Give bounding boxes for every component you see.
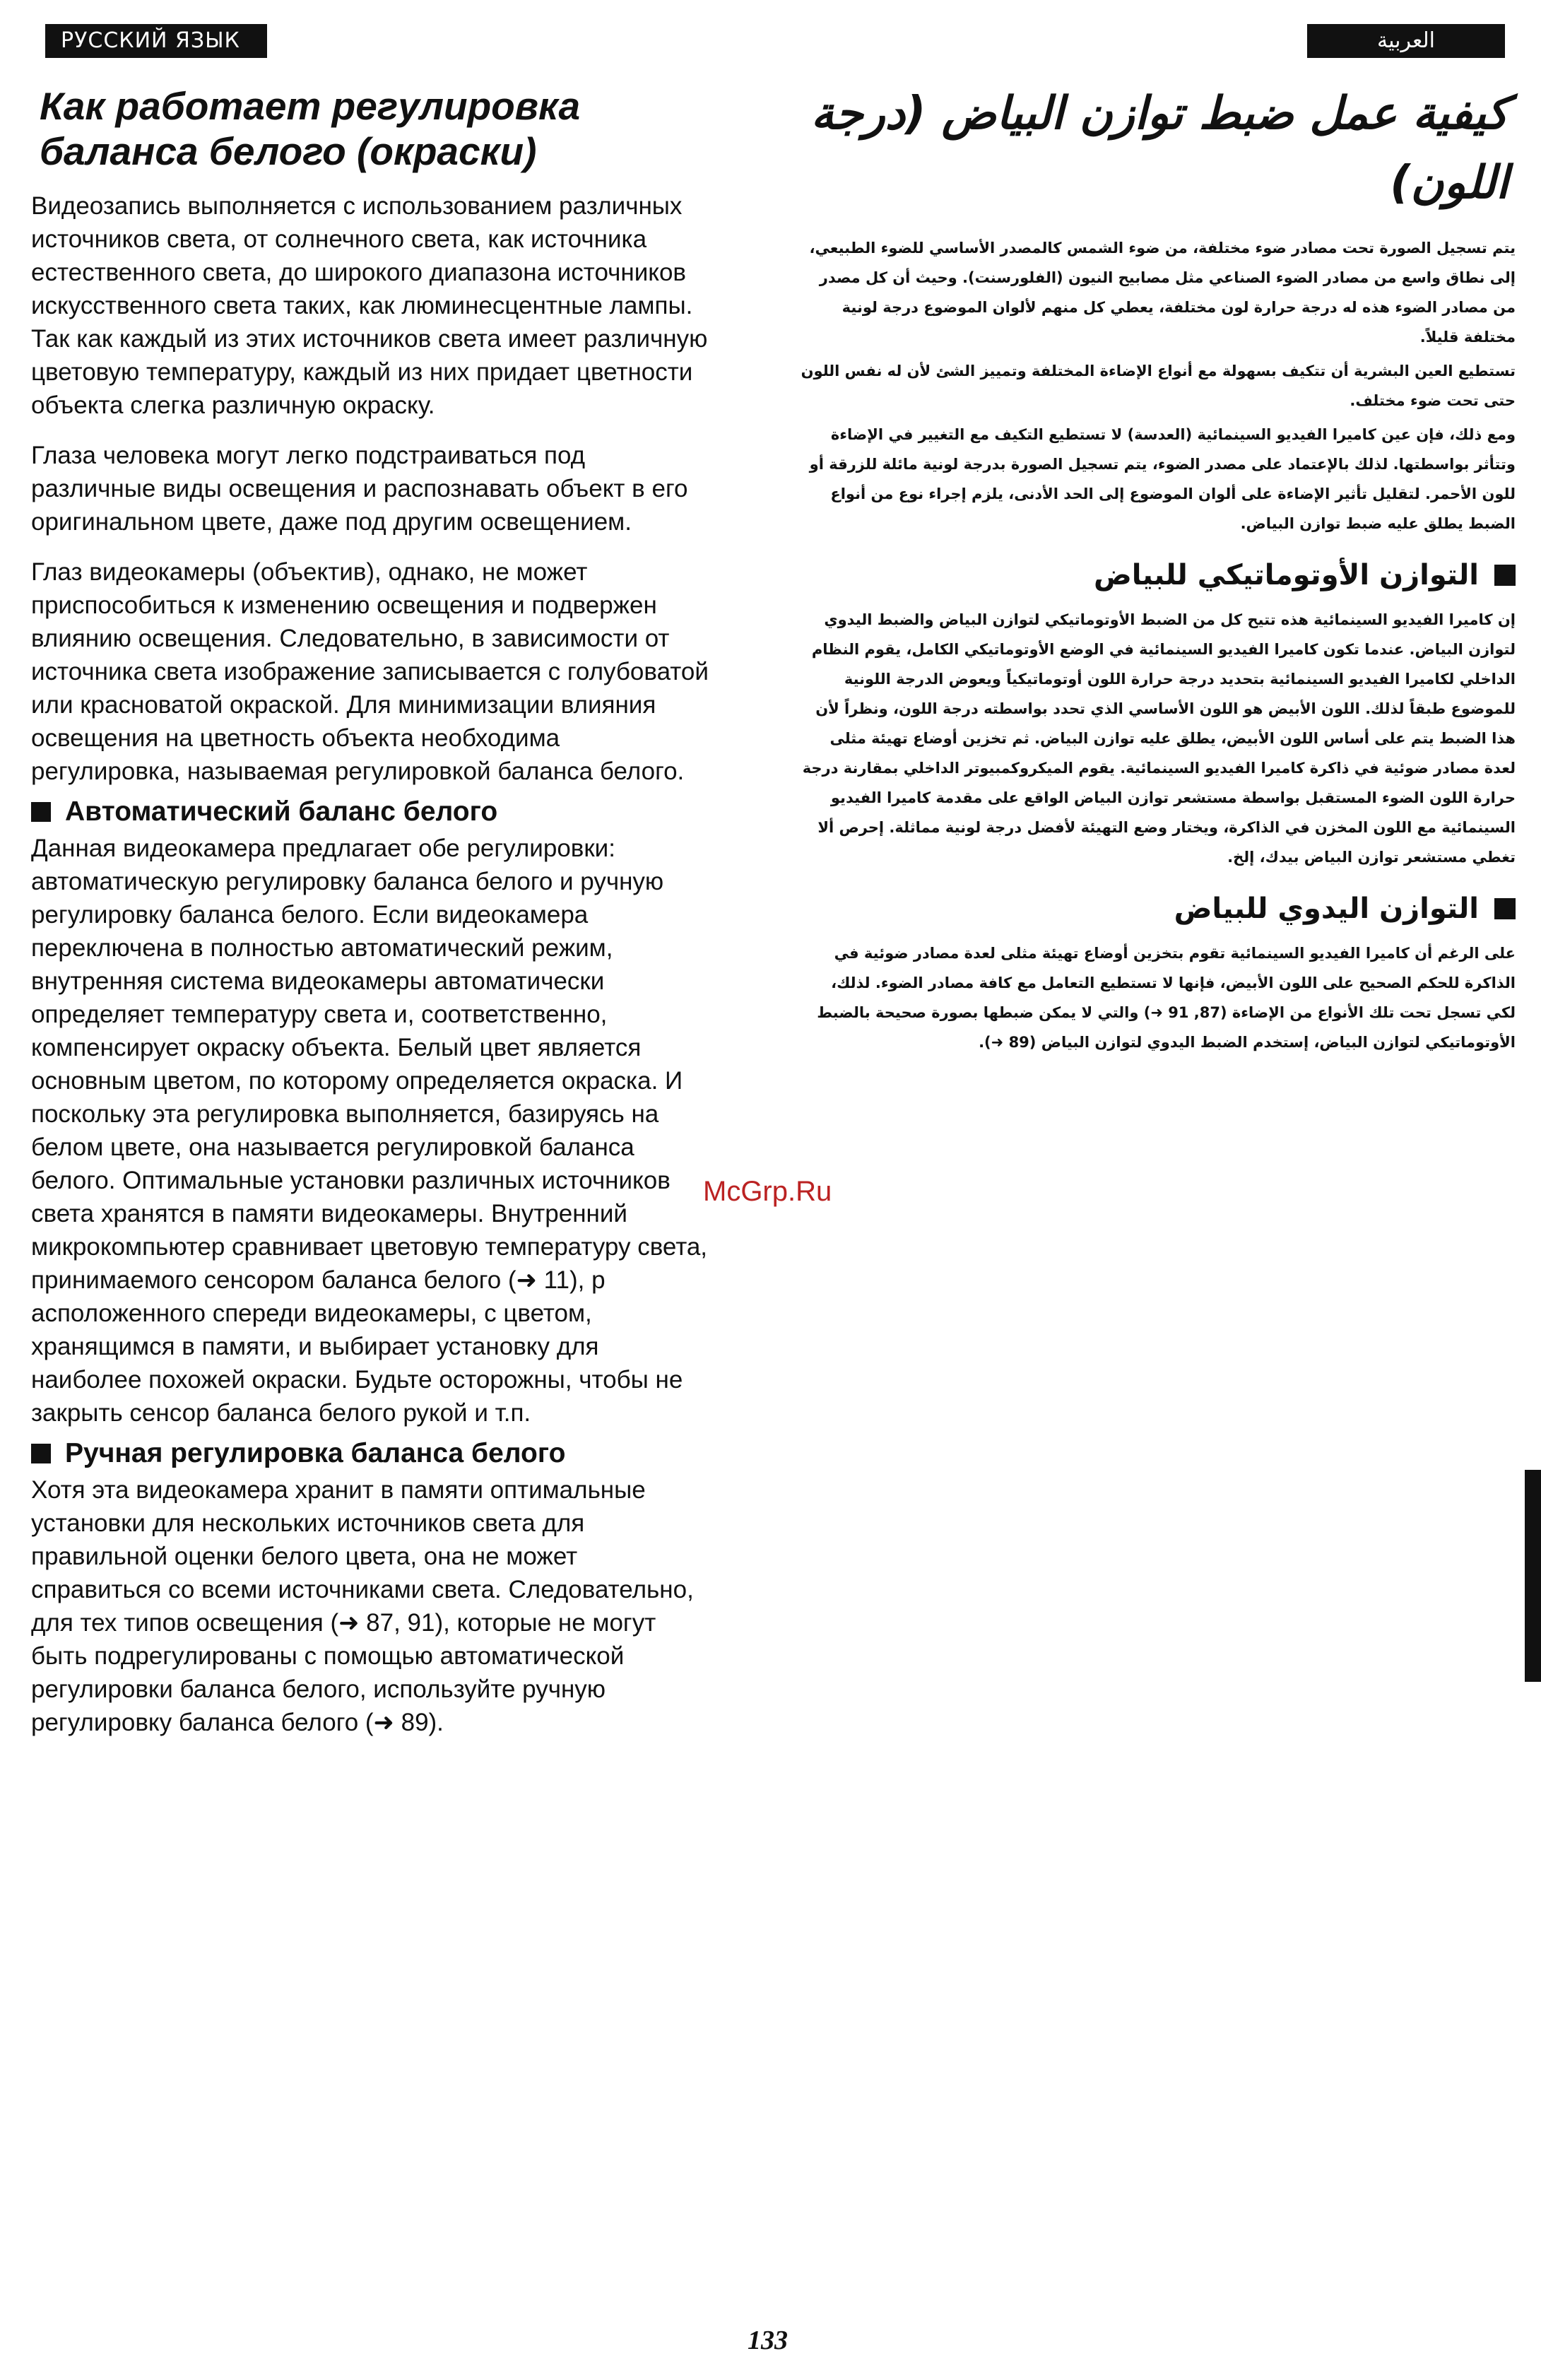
language-tab-russian: РУССКИЙ ЯЗЫК (45, 24, 267, 58)
arabic-paragraph-eyes: تستطيع العين البشرية أن تتكيف بسهولة مع أنواع الإضاءة المختلفة وتمييز الشئ لأن له نفس اللون حتى تحت ضوء مختلف. (801, 363, 1516, 409)
arabic-column (798, 79, 1516, 1061)
russian-heading-manual-text: Ручная регулировка баланса белого (65, 1438, 566, 1468)
russian-heading-auto (31, 795, 709, 829)
arabic-heading-manual-text: التوازن اليدوي للبياض (1174, 892, 1479, 925)
arabic-heading-auto (798, 554, 1516, 596)
russian-heading-manual (31, 1437, 709, 1471)
arabic-paragraph-auto: إن كاميرا الفيديو السينمائية هذه تتيح كل من الضبط الأوتوماتيكي لتوازن البياض والضبط اليدوي لتوازن البياض. عندما تكون كاميرا الفيديو السينمائية في الوضع الأوتوماتيكي الكامل، يقوم النظام الداخلي لكاميرا الفيديو السينمائية بتحديد درجة حرارة اللون أوتوماتيكياً ويعوض الدرجة اللونية للموضوع طبقاً لذلك. اللون الأبيض هو اللون الأساسي الذي تحدد بواسطته درجة اللون، ونظراً لأن هذا الضبط يتم على أساس اللون الأبيض، يطلق عليه توازن البياض. ثم تخزين أوضاع تهيئة مثلى لعدة مصادر ضوئية في ذاكرة كاميرا الفيديو السينمائية. يقوم الميكروكمبيوتر الداخلي بمقارنة درجة حرارة اللون الضوء المستقبل بواسطة مستشعر توازن البياض الواقع على مقدمة كاميرا الفيديو السينمائية مع اللون المخزن في الذاكرة، ويختار وضع التهيئة لأفضل درجة لونية مماثلة. إحرص ألا تغطي مستشعر توازن البياض بيدك، إلخ. (802, 611, 1516, 866)
russian-heading-auto-text: Автоматический баланс белого (65, 796, 498, 827)
page-number: 133 (748, 2326, 788, 2355)
arabic-paragraph-lens: ومع ذلك، فإن عين كاميرا الفيديو السينمائية (العدسة) لا تستطيع التكيف مع التغيير في الإضاءة وتتأثر بواسطتها. لذلك بالإعتماد على مصدر الضوء، يتم تسجيل الصورة بدرجة لونية مائلة للزرقة أو للون الأحمر. لتقليل تأثير الإضاءة على ألوان الموضوع إلى الحد الأدنى، يلزم إجراء نوع من أنواع الضبط يطلق عليه ضبط توازن البياض. (809, 426, 1516, 532)
watermark-text: McGrp.Ru (703, 1176, 832, 1207)
arabic-heading-manual (798, 888, 1516, 930)
arabic-paragraph-manual: على الرغم أن كاميرا الفيديو السينمائية تقوم بتخزين أوضاع تهيئة مثلى لعدة مصادر ضوئية في الذاكرة للحكم الصحيح على اللون الأبيض، فإنها لا تستطيع التعامل مع كافة مصادر الضوء. لذلك، لكي تسجل تحت تلك الأنواع من الإضاءة (87, 91 ➜) والتي لا يمكن ضبطها بصورة صحيحة بالضبط الأوتوماتيكي لتوازن البياض، إستخدم الضبط اليدوي لتوازن البياض (89 ➜). (817, 945, 1516, 1051)
arabic-title: كيفية عمل ضبط توازن البياض (درجة اللون) (810, 88, 1508, 209)
russian-title: Как работает регулировка баланса белого (окраски) (40, 84, 581, 173)
russian-paragraph-manual: Хотя эта видеокамера хранит в памяти оптимальные установки для нескольких источников света для правильной оценки белого цвета, она не может справиться со всеми источниками света. Следовательно, для тех типов освещения (➜ 87, 91), которые не могут быть подрегулированы с помощью автоматической регулировки баланса белого, используйте ручную регулировку баланса белого (➜ 89). (31, 1476, 694, 1736)
russian-column (31, 83, 709, 1756)
language-tab-arabic: العربية (1307, 24, 1505, 58)
square-bullet-icon (1494, 565, 1516, 586)
square-bullet-icon (31, 1444, 51, 1463)
arabic-heading-auto-text: التوازن الأوتوماتيكي للبياض (1093, 559, 1479, 591)
russian-paragraph-eyes: Глаза человека могут легко подстраиваться под различные виды освещения и распознавать объект в его оригинальном цвете, даже под другим освещением. (31, 442, 688, 536)
arabic-paragraph-intro: يتم تسجيل الصورة تحت مصادر ضوء مختلفة، من ضوء الشمس كالمصدر الأساسي للضوء الطبيعي، إلى نطاق واسع من مصادر الضوء الصناعي مثل مصابيح النيون (الفلورسنت). وحيث أن كل مصدر من مصادر الضوء هذه له درجة حرارة لون مختلفة، يعطي كل منهم لألوان الموضوع درجة لونية مختلفة قليلاً. (809, 240, 1516, 346)
russian-paragraph-intro: Видеозапись выполняется с использованием различных источников света, от солнечного света, как источника естественного света, до широкого диапазона источников искусственного света таких, как люминесцентные лампы. Так как каждый из этих источников света имеет различную цветовую температуру, каждый из них придает цветности объекта слегка различную окраску. (31, 192, 708, 419)
russian-paragraph-auto: Данная видеокамера предлагает обе регулировки: автоматическую регулировку баланса белого и ручную регулировку баланса белого. Если видеокамера переключена в полностью автоматический режим, внутренняя система видеокамеры автоматически определяет температуру света и, соответственно, компенсирует окраску объекта. Белый цвет является основным цветом, по которому определяется окраска. И поскольку эта регулировка выполняется, базируясь на белом цвете, она называется регулировкой баланса белого. Оптимальные установки различных источников света хранятся в памяти видеокамеры. Внутренний микрокомпьютер сравнивает цветовую температуру света, принимаемого сенсором баланса белого (➜ 11), р асположенного спереди видеокамеры, с цветом, хранящимся в памяти, и выбирает установку для наиболее похожей окраски. Будьте осторожны, чтобы не закрыть сенсор баланса белого рукой и т.п. (31, 835, 708, 1427)
russian-paragraph-lens: Глаз видеокамеры (объектив), однако, не может приспособиться к изменению освещения и подвержен влиянию освещения. Следовательно, в зависимости от источника света изображение записывается с голубоватой или красноватой окраской. Для минимизации влияния освещения на цветность объекта необходима регулировка, называемая регулировкой баланса белого. (31, 558, 709, 785)
square-bullet-icon (1494, 898, 1516, 919)
page-edge-marker (1525, 1470, 1541, 1682)
square-bullet-icon (31, 802, 51, 822)
